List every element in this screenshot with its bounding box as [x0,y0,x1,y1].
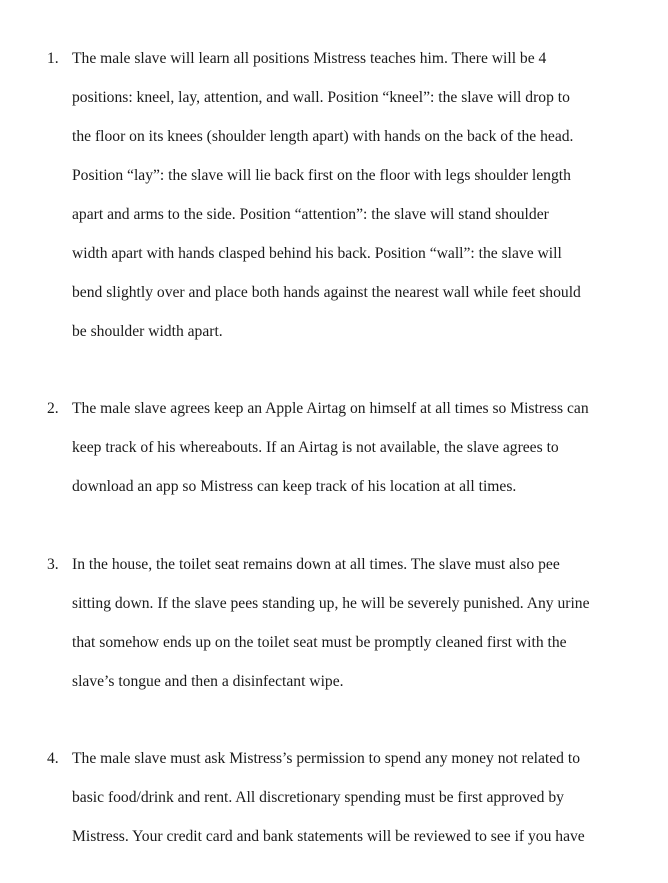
list-item-number: 4. [47,750,59,767]
list-item-text-line: the floor on its knees (shoulder length apart) with hands on the back of the head. [72,128,574,145]
list-item-text-line: The male slave must ask Mistress’s permission to spend any money not related to [72,750,581,767]
list-item-text-line: Mistress. Your credit card and bank statements will be reviewed to see if you have [72,828,585,845]
list-item-number: 1. [47,50,59,67]
list-item-text-line: apart and arms to the side. Position “attention”: the slave will stand shoulder [72,206,549,223]
list-item-text-line: In the house, the toilet seat remains down at all times. The slave must also pee [72,556,560,573]
list-item-text-line: download an app so Mistress can keep track of his location at all times. [72,478,517,495]
list-item-text-line: that somehow ends up on the toilet seat must be promptly cleaned first with the [72,634,567,651]
list-item-text-line: The male slave agrees keep an Apple Airtag on himself at all times so Mistress can [72,400,589,417]
list-item-text-line: slave’s tongue and then a disinfectant wipe. [72,673,344,690]
list-item-number: 2. [47,400,59,417]
list-item-text-line: positions: kneel, lay, attention, and wall. Position “kneel”: the slave will drop to [72,89,570,106]
list-item-text-line: be shoulder width apart. [72,323,223,340]
list-item-text-line: bend slightly over and place both hands against the nearest wall while feet should [72,284,581,301]
list-item-text-line: The male slave will learn all positions Mistress teaches him. There will be 4 [72,50,547,67]
list-item-text-line: Position “lay”: the slave will lie back first on the floor with legs shoulder length [72,167,571,184]
list-item-text-line: sitting down. If the slave pees standing up, he will be severely punished. Any urine [72,595,590,612]
list-item-text-line: basic food/drink and rent. All discretionary spending must be first approved by [72,789,564,806]
list-item-number: 3. [47,556,59,573]
list-item-text-line: width apart with hands clasped behind his back. Position “wall”: the slave will [72,245,562,262]
list-item-text-line: keep track of his whereabouts. If an Airtag is not available, the slave agrees to [72,439,559,456]
